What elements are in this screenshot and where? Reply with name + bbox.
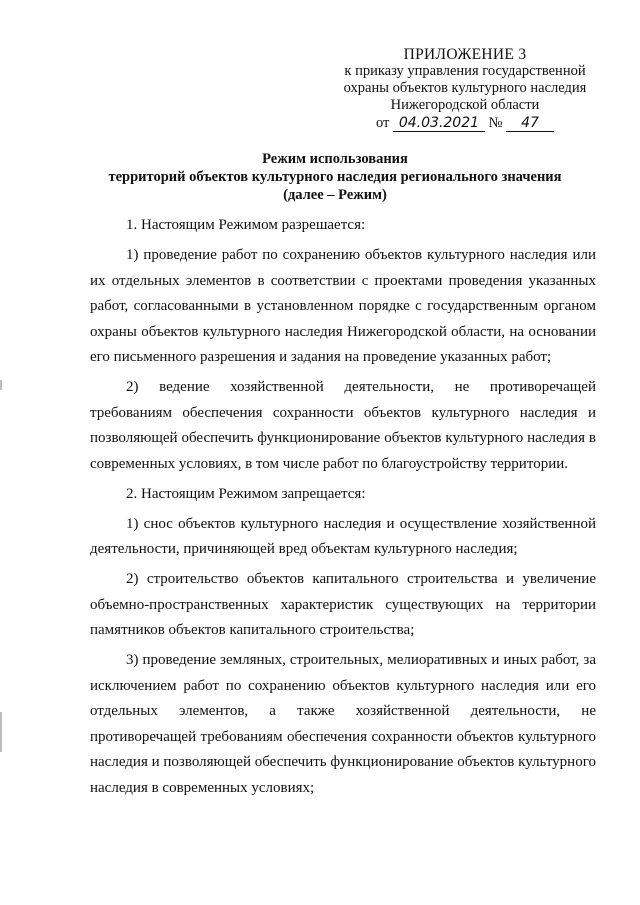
appendix-line-2: охраны объектов культурного наследия: [343, 80, 587, 96]
heading-line-2: территорий объектов культурного наследия регионального значения: [108, 169, 562, 185]
scan-edge-mark: [0, 712, 2, 752]
handwritten-date: 04.03.2021: [393, 116, 485, 132]
paragraph-prohibited-3: 3) проведение земляных, строительных, мелиоративных и иных работ, за исключением работ по сохранению объектов культурного наследия или его отдельных элементов, а также хозяйственной деятельности, не противоречащей требованиям обеспечения сохранности объектов культурного наследия и позволяющей обеспечить функционирование объектов культурного наследия в современных условиях;: [90, 652, 596, 796]
document-body: [90, 213, 596, 806]
heading-line-1: Режим использования: [262, 151, 408, 167]
handwritten-number: 47: [506, 116, 554, 132]
number-prefix: №: [488, 115, 503, 131]
paragraph-permitted-intro: 1. Настоящим Режимом разрешается:: [126, 217, 366, 233]
paragraph-prohibited-intro: 2. Настоящим Режимом запрещается:: [126, 485, 366, 502]
paragraph-prohibited-1: 1) снос объектов культурного наследия и осуществление хозяйственной деятельности, причиняющей вред объектам культурного наследия;: [90, 515, 596, 557]
appendix-line-1: к приказу управления государственной: [344, 63, 586, 79]
scan-edge-mark: [0, 380, 2, 390]
order-date-row: [330, 115, 600, 132]
appendix-title: ПРИЛОЖЕНИЕ 3: [403, 46, 527, 63]
heading-line-3: (далее – Режим): [283, 187, 387, 203]
document-heading: [72, 150, 598, 204]
date-prefix: от: [375, 115, 390, 131]
appendix-header: [330, 46, 600, 132]
paragraph-prohibited-2: 2) строительство объектов капитального строительства и увеличение объемно-пространственных характеристик существующих на территории памятников объектов капитального строительства;: [90, 571, 596, 638]
paragraph-permitted-1: 1) проведение работ по сохранению объектов культурного наследия или их отдельных элементов в соответствии с проектами проведения указанных работ, согласованными в установленном порядке с государственным органом охраны объектов культурного наследия Нижегородской области, на основании его письменного разрешения и задания на проведение указанных работ;: [90, 247, 596, 365]
appendix-line-3: Нижегородской области: [390, 97, 540, 113]
paragraph-permitted-2: 2) ведение хозяйственной деятельности, не противоречащей требованиям обеспечения сохранности объектов культурного наследия и позволяющей обеспечить функционирование объектов культурного наследия в современных условиях, в том числе работ по благоустройству территории.: [90, 379, 596, 472]
